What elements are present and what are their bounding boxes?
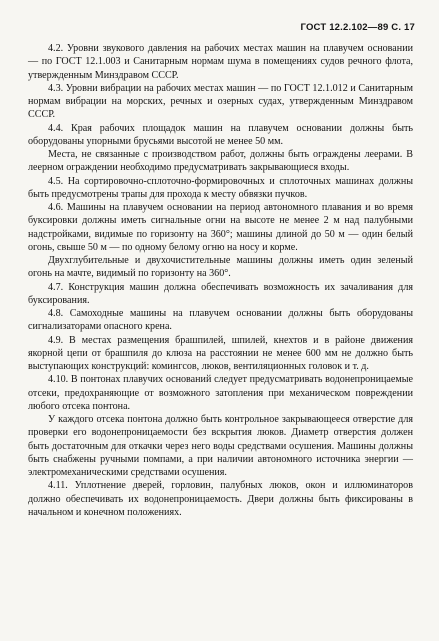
paragraph-4-6: 4.6. Машины на плавучем основании на период автономного плавания и во время буксировки должны иметь сигнальные огни на высоте не менее 2 м над палубными надстройками, видимые по горизонту на 360°; машины длиной до 50 м — один белый огонь, свыше 50 м — по одному белому огню на носу и корме. (28, 202, 413, 253)
paragraph-4-9: 4.9. В местах размещения брашпилей, шпилей, кнехтов и в районе движения якорной цепи от брашпиля до клюза на расстоянии не менее 600 мм не должно быть выступающих конструкций: комингсов, люков, вентиляционных головок и т. д. (28, 334, 413, 372)
paragraph-4-10-compartment: У каждого отсека понтона должно быть контрольное закрывающееся отверстие для проверки его водонепроницаемости без вскрытия люков. Диаметр отверстия должен быть достаточным для откачки через него воды средствами осушения. Машины должны быть снабжены ручными помпами, а при наличии автономного источника энергии — электромеханическими средствами осушения. (28, 414, 413, 478)
paragraph-4-8: 4.8. Самоходные машины на плавучем основании должны быть оборудованы сигнализаторами опасного крена. (28, 308, 413, 333)
page-header: ГОСТ 12.2.102—89 С. 17 (300, 22, 415, 33)
paragraph-4-6-green-light: Двухглубительные и двухочистительные машины должны иметь один зеленый огонь на мачте, видимый по горизонту на 360°. (28, 255, 413, 280)
paragraph-4-5: 4.5. На сортировочно-сплоточно-формировочных и сплоточных машинах должны быть предусмотрены трапы для прохода к месту обвязки пучков. (28, 175, 413, 200)
paragraph-4-7: 4.7. Конструкция машин должна обеспечивать возможность их зачаливания для буксирования. (28, 281, 413, 306)
paragraph-4-2: 4.2. Уровни звукового давления на рабочих местах машин на плавучем основании — по ГОСТ 12.1.003 и Санитарным нормам шума в помещениях судов речного флота, утвержденным Минздравом СССР. (28, 43, 413, 81)
paragraph-4-3: 4.3. Уровни вибрации на рабочих местах машин — по ГОСТ 12.1.012 и Санитарным нормам вибрации на морских, речных и озерных судах, утвержденным Минздравом СССР. (28, 82, 413, 121)
paragraph-4-4-fencing: Места, не связанные с производством работ, должны быть ограждены леерами. В леерном ограждении необходимо предусматривать закрывающиеся входы. (28, 149, 413, 174)
paragraph-4-11: 4.11. Уплотнение дверей, горловин, палубных люков, окон и иллюминаторов должно обеспечивать их водонепроницаемость. Двери должны быть фиксированы в начальном и конечном положениях. (28, 480, 413, 518)
paragraph-4-10: 4.10. В понтонах плавучих оснований следует предусматривать водонепроницаемые отсеки, предохраняющие от возможного затопления при механическом повреждении любого отсека понтона. (28, 374, 413, 412)
document-body (28, 42, 413, 519)
paragraph-4-4: 4.4. Края рабочих площадок машин на плавучем основании должны быть оборудованы упорными брусьями высотой не менее 50 мм. (28, 122, 413, 147)
